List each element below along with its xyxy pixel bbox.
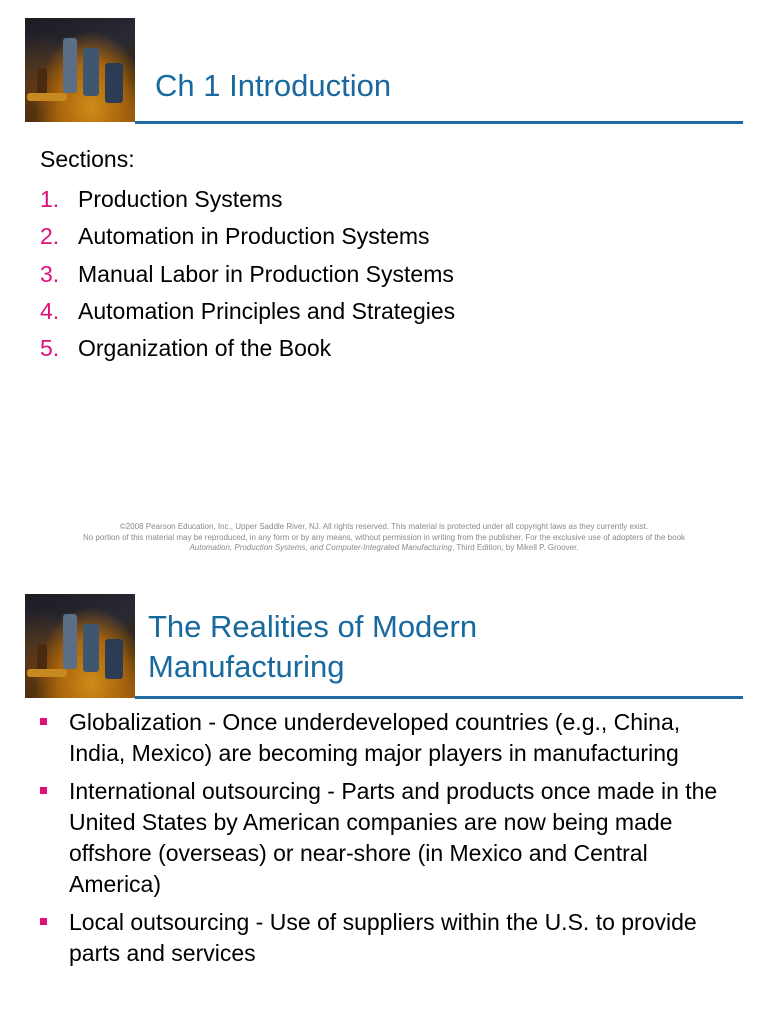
list-number: 3. (40, 260, 60, 287)
title-line: The Realities of Modern (148, 609, 478, 644)
sections-list (40, 182, 455, 368)
list-item (40, 257, 455, 294)
list-item (38, 907, 738, 969)
list-item (40, 294, 455, 331)
list-number: 1. (40, 186, 60, 212)
list-item (40, 182, 455, 219)
slide-title: Ch 1 Introduction (155, 68, 392, 103)
bullet-square-icon (40, 718, 47, 725)
copyright-line: No portion of this material may be reproduced, in any form or by any means, without permission in writing from the publisher. For the exclusive use of adopters of the book (82, 532, 686, 542)
list-text: Production Systems (78, 186, 283, 212)
book-suffix: , Third Edition, by Mikell P. Groover. (452, 543, 579, 552)
bullet-text: International outsourcing - Parts and products once made in the United States by American companies are now being made offshore (overseas) or near-shore (in Mexico and Central America) (69, 778, 718, 897)
bullet-text: Globalization - Once underdeveloped countries (e.g., China, India, Mexico) are becoming major players in manufacturing (69, 709, 681, 766)
list-text: Manual Labor in Production Systems (78, 260, 454, 287)
list-item (38, 707, 738, 769)
list-number: 2. (40, 223, 60, 250)
book-title: Automation, Production Systems, and Computer-Integrated Manufacturing (189, 543, 453, 552)
bullet-square-icon (40, 918, 47, 925)
list-number: 4. (40, 297, 60, 324)
bullet-list (38, 707, 738, 976)
title-divider (135, 696, 743, 699)
copyright-notice (40, 522, 728, 554)
title-line: Manufacturing (148, 649, 345, 684)
list-text: Organization of the Book (78, 335, 332, 361)
list-text: Automation Principles and Strategies (78, 297, 456, 324)
slide-title (148, 607, 477, 687)
electronics-components-photo (25, 18, 135, 122)
bullet-square-icon (40, 787, 47, 794)
title-divider (135, 121, 743, 124)
sections-label: Sections: (40, 146, 135, 172)
copyright-line (40, 543, 728, 554)
bullet-text: Local outsourcing - Use of suppliers within the U.S. to provide parts and services (69, 909, 697, 966)
list-item (40, 331, 455, 368)
copyright-line: ©2008 Pearson Education, Inc., Upper Saddle River, NJ. All rights reserved. This material is protected under all copyright laws as they currently exist. (119, 522, 649, 531)
list-item (40, 219, 455, 256)
list-item (38, 776, 738, 900)
electronics-components-photo (25, 594, 135, 698)
list-number: 5. (40, 335, 60, 361)
list-text: Automation in Production Systems (78, 223, 430, 250)
